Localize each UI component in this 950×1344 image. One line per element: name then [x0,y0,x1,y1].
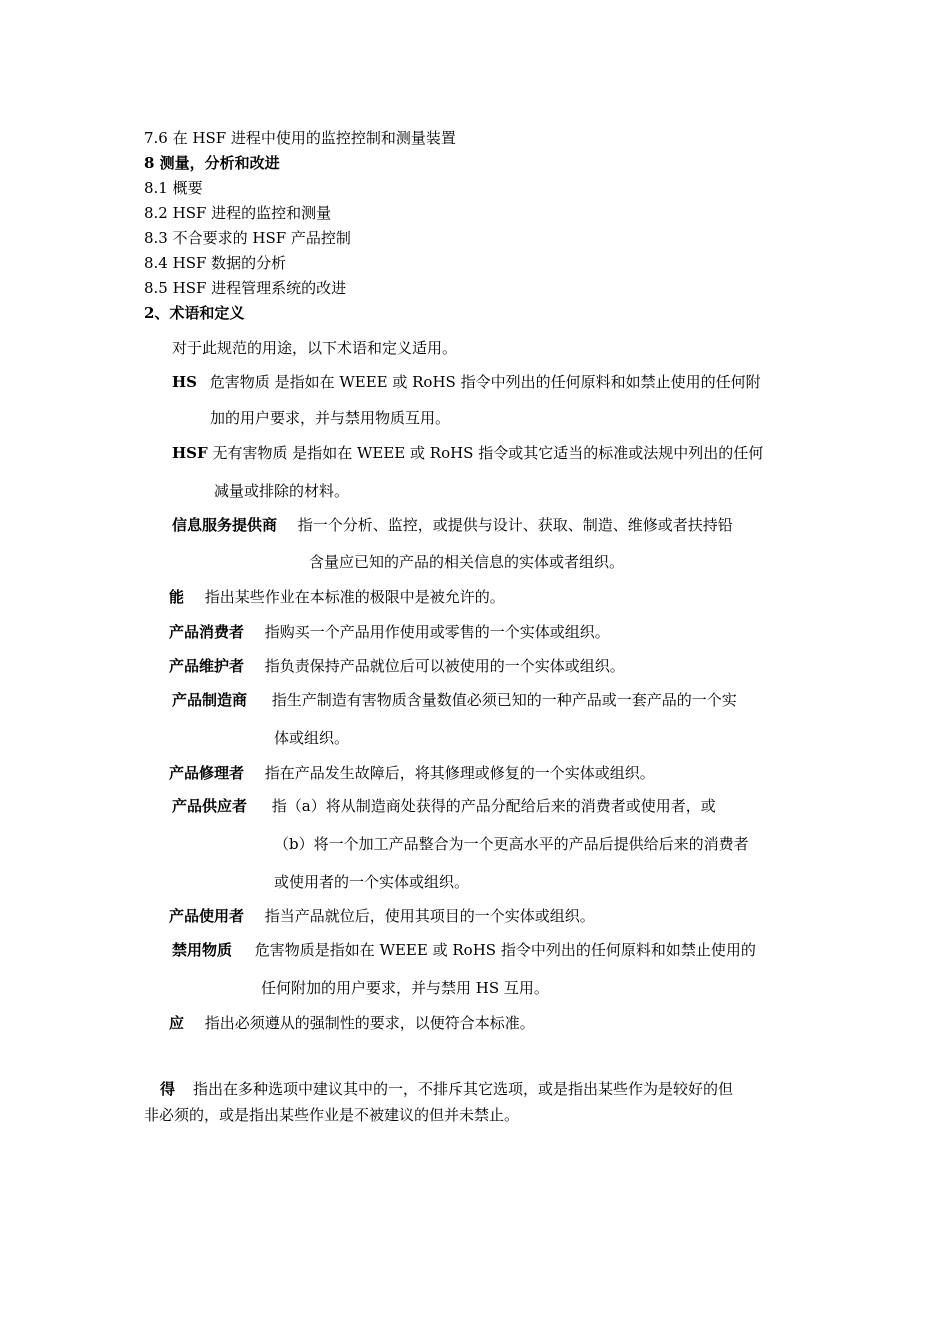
intro-text: 对于此规范的用途，以下术语和定义适用。 [172,339,458,357]
term-definition-line: 指出必须遵从的强制性的要求，以便符合本标准。 [204,1014,535,1032]
toc-item-8-1: 8.1 概要 [144,179,203,197]
toc-item-8-2: 8.2 HSF 进程的监控和测量 [144,204,332,222]
term-definition-line: 或使用者的一个实体或组织。 [274,873,470,891]
toc-item-8-5: 8.5 HSF 进程管理系统的改进 [144,279,347,297]
toc-item-8-3: 8.3 不合要求的 HSF 产品控制 [144,229,351,247]
term-definition-line: 体或组织。 [274,729,350,747]
term-definition-line: 非必须的，或是指出某些作业是不被建议的但并未禁止。 [144,1106,520,1124]
term-definition-line: 指负责保持产品就位后可以被使用的一个实体或组织。 [264,657,625,675]
term-name: 产品修理者 [169,764,245,782]
term-name: 禁用物质 [172,941,233,959]
term-name: 信息服务提供商 [172,516,278,534]
term-should [144,1076,809,1128]
term-name: 产品制造商 [172,691,248,709]
term-name: 产品维护者 [169,657,245,675]
term-definition-line: 指出在多种选项中建议其中的一，不排斥其它选项，或是指出某些作为是较好的但 [193,1080,734,1098]
term-definition-line: 减量或排除的材料。 [214,482,350,500]
term-name: 能 [169,588,185,606]
term-name: 产品消费者 [169,623,245,641]
term-definition-line: 任何附加的用户要求，并与禁用 HS 互用。 [261,979,549,997]
term-definition-line: 指一个分析、监控，或提供与设计、获取、制造、维修或者扶持铅 [297,516,733,534]
term-definition-line: 指（a）将从制造商处获得的产品分配给后来的消费者或使用者，或 [271,797,716,815]
term-definition-line: 指当产品就位后，使用其项目的一个实体或组织。 [264,907,595,925]
term-definition-line: 指生产制造有害物质含量数值必须已知的一种产品或一套产品的一个实 [271,691,737,709]
term-name: 产品供应者 [172,797,248,815]
toc-item-8-4: 8.4 HSF 数据的分析 [144,254,287,272]
term-definition-line: 指出某些作业在本标准的极限中是被允许的。 [204,588,505,606]
term-definition-line: 危害物质 是指如在 WEEE 或 RoHS 指令中列出的任何原料和如禁止使用的任何附 [209,373,761,391]
term-definition-line: 加的用户要求，并与禁用物质互用。 [210,409,451,427]
term-definition-line: 无有害物质 是指如在 WEEE 或 RoHS 指令或其它适当的标准或法规中列出的任何 [212,444,764,462]
term-definition-line: （b）将一个加工产品整合为一个更高水平的产品后提供给后来的消费者 [274,835,749,853]
term-name: 得 [160,1080,176,1098]
term-name: HS [172,373,198,391]
toc-item-8: 8 测量，分析和改进 [144,154,280,172]
term-definition-line: 含量应已知的产品的相关信息的实体或者组织。 [309,553,625,571]
term-name: 应 [169,1014,185,1032]
term-definition-line: 指在产品发生故障后，将其修理或修复的一个实体或组织。 [264,764,655,782]
toc-item-7-6: 7.6 在 HSF 进程中使用的监控控制和测量装置 [144,129,456,147]
term-definition-line: 指购买一个产品用作使用或零售的一个实体或组织。 [264,623,610,641]
section-heading: 2、术语和定义 [144,304,245,322]
term-name: 产品使用者 [169,907,245,925]
term-name: HSF [172,444,208,462]
term-definition-line: 危害物质是指如在 WEEE 或 RoHS 指令中列出的任何原料和如禁止使用的 [254,941,756,959]
